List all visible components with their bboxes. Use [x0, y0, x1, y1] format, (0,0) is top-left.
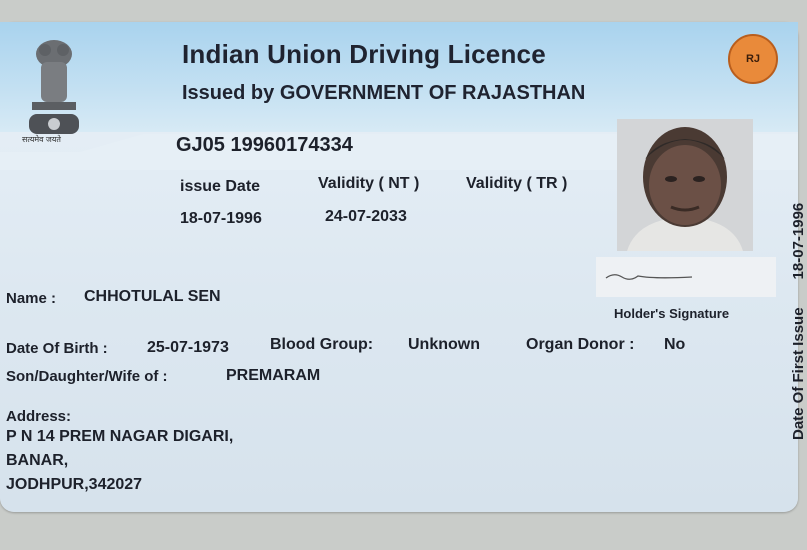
relation-value: PREMARAM: [226, 367, 321, 384]
organ-donor-value: No: [664, 336, 686, 353]
address-line-1: P N 14 PREM NAGAR DIGARI,: [6, 428, 234, 445]
first-issue-vertical: [790, 203, 807, 440]
dob-value: 25-07-1973: [147, 339, 229, 356]
relation-label: Son/Daughter/Wife of :: [6, 368, 168, 385]
state-badge: RJ: [728, 34, 778, 84]
first-issue-date: 18-07-1996: [790, 202, 807, 280]
name-label: Name :: [6, 290, 57, 307]
address-line-2: BANAR,: [6, 452, 69, 469]
blood-group-label: Blood Group:: [270, 336, 374, 353]
validity-nt-value: 24-07-2033: [325, 208, 407, 225]
dob-label: Date Of Birth :: [6, 340, 108, 357]
validity-nt-label: Validity ( NT ): [318, 175, 420, 192]
licence-number: GJ05 19960174334: [176, 134, 353, 156]
holder-photo: [617, 119, 753, 251]
issue-date-value: 18-07-1996: [180, 210, 262, 227]
organ-donor-label: Organ Donor :: [526, 336, 635, 353]
holder-portrait-icon: [617, 119, 753, 251]
blood-group-value: Unknown: [408, 336, 480, 353]
signature-caption: Holder's Signature: [614, 306, 730, 321]
card-title: Indian Union Driving Licence: [182, 39, 546, 69]
holder-name: CHHOTULAL SEN: [84, 288, 221, 305]
emblem-motto: सत्यमेव जयते: [22, 135, 61, 144]
address-label: Address:: [6, 408, 72, 425]
validity-tr-label: Validity ( TR ): [466, 175, 568, 192]
address-line-3: JODHPUR,342027: [6, 476, 143, 493]
signature-icon: [604, 270, 694, 282]
issue-date-label: issue Date: [180, 178, 261, 195]
issuing-authority: Issued by GOVERNMENT OF RAJASTHAN: [182, 82, 586, 104]
driving-licence-card: [0, 22, 807, 512]
first-issue-label: Date Of First Issue: [790, 307, 807, 440]
